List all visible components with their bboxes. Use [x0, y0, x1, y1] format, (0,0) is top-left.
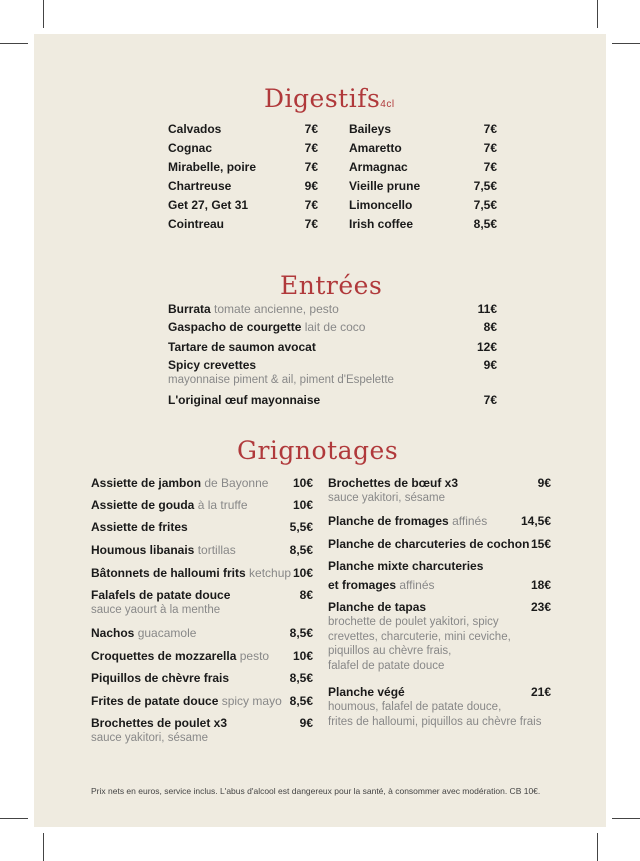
item-price: 7€ — [304, 217, 318, 231]
crop-mark — [43, 833, 44, 861]
item-name: Vieille prune — [349, 179, 421, 193]
item-description: pesto — [239, 649, 270, 663]
menu-item-label — [328, 559, 483, 573]
menu-item — [349, 217, 497, 231]
item-note: sauce yakitori, sésame — [328, 492, 445, 504]
menu-item-label — [328, 600, 426, 614]
menu-item — [91, 626, 313, 640]
menu-item-label — [349, 160, 408, 174]
menu-item — [91, 588, 313, 602]
item-price: 7,5€ — [473, 198, 497, 212]
menu-item-label — [168, 302, 339, 316]
item-description: tomate ancienne, pesto — [214, 302, 339, 316]
item-note: houmous, falafel de patate douce, frites de halloumi, piquillos au chèvre frais — [328, 701, 542, 728]
item-price: 8,5€ — [289, 671, 313, 685]
menu-item — [91, 543, 313, 557]
menu-item-label — [91, 671, 229, 685]
menu-item-label — [168, 358, 256, 372]
menu-item — [91, 649, 313, 663]
item-price: 14,5€ — [520, 514, 551, 528]
item-description: affinés — [452, 514, 488, 528]
item-price: 8,5€ — [473, 217, 497, 231]
menu-item — [91, 520, 313, 534]
digestifs-title — [264, 84, 395, 113]
item-price: 7€ — [483, 141, 497, 155]
item-note: mayonnaise piment & ail, piment d'Espelette — [168, 374, 394, 386]
menu-item-label — [349, 217, 413, 231]
crop-mark — [597, 833, 598, 861]
menu-item — [328, 600, 551, 614]
item-price: 10€ — [292, 498, 313, 512]
item-price: 7€ — [304, 198, 318, 212]
menu-item — [328, 559, 551, 573]
item-price: 12€ — [476, 340, 497, 354]
menu-item-label — [349, 198, 412, 212]
item-price: 10€ — [292, 649, 313, 663]
item-price: 10€ — [292, 476, 313, 490]
item-name: Armagnac — [349, 160, 408, 174]
menu-item-label — [91, 716, 227, 730]
menu-item-label — [91, 566, 291, 580]
item-name: Tartare de saumon avocat — [168, 340, 316, 354]
item-description: spicy mayo — [221, 694, 282, 708]
item-price: 5,5€ — [289, 520, 313, 534]
item-price: 7,5€ — [473, 179, 497, 193]
item-name: Baileys — [349, 122, 392, 136]
menu-item — [168, 393, 497, 407]
item-price: 11€ — [477, 302, 497, 316]
item-name: Burrata — [168, 302, 211, 316]
grignotages-title: Grignotages — [237, 436, 399, 465]
crop-mark — [612, 818, 640, 819]
item-price: 7€ — [304, 160, 318, 174]
digestifs-title-text: Digestifs — [264, 84, 381, 113]
item-price: 10€ — [292, 566, 313, 580]
menu-item-label — [168, 141, 212, 155]
menu-item-label — [91, 626, 196, 640]
item-name: Croquettes de mozzarella — [91, 649, 237, 663]
crop-mark — [43, 0, 44, 28]
menu-item — [168, 179, 318, 193]
item-price: 7€ — [483, 160, 497, 174]
menu-item-label — [328, 514, 487, 528]
item-price: 8,5€ — [289, 543, 313, 557]
item-name: Amaretto — [349, 141, 402, 155]
menu-item — [91, 671, 313, 685]
menu-item — [168, 160, 318, 174]
menu-item — [349, 122, 497, 136]
item-price: 23€ — [530, 600, 551, 614]
item-name: Planche mixte charcuteries — [328, 559, 484, 573]
item-name: Mirabelle, poire — [168, 160, 257, 174]
crop-mark — [612, 43, 640, 44]
item-description: affinés — [399, 578, 435, 592]
item-name: Limoncello — [349, 198, 413, 212]
item-name: Planche de charcuteries de cochon — [328, 537, 530, 551]
menu-item-label — [91, 649, 269, 663]
item-name: Assiette de jambon — [91, 476, 202, 490]
menu-item — [91, 694, 313, 708]
menu-item — [168, 217, 318, 231]
crop-mark — [0, 818, 28, 819]
item-name: L'original œuf mayonnaise — [168, 393, 321, 407]
item-name: et fromages — [328, 578, 397, 592]
item-name: Spicy crevettes — [168, 358, 257, 372]
item-description: à la truffe — [197, 498, 248, 512]
menu-item-label — [168, 122, 221, 136]
item-name: Bâtonnets de halloumi frits — [91, 566, 246, 580]
menu-item — [168, 340, 497, 354]
menu-item-label — [168, 393, 320, 407]
item-price: 8,5€ — [289, 626, 313, 640]
menu-item-label — [91, 476, 268, 490]
menu-item — [349, 198, 497, 212]
item-note: brochette de poulet yakitori, spicy crevettes, charcuterie, mini ceviche, piquillos au chèvre frais, falafel de patate douce — [328, 616, 511, 672]
menu-item — [168, 198, 318, 212]
menu-item — [168, 141, 318, 155]
menu-item — [328, 578, 551, 592]
item-name: Piquillos de chèvre frais — [91, 671, 230, 685]
menu-item-label — [349, 141, 402, 155]
item-price: 9€ — [483, 358, 497, 372]
menu-item — [328, 685, 551, 699]
menu-item — [168, 358, 497, 372]
menu-item — [328, 476, 551, 490]
footer-note: Prix nets en euros, service inclus. L'abus d'alcool est dangereux pour la santé, à consommer avec modération. CB 10€. — [91, 786, 541, 796]
crop-mark — [0, 43, 28, 44]
menu-item — [328, 514, 551, 528]
item-price: 9€ — [537, 476, 551, 490]
menu-item — [349, 141, 497, 155]
item-name: Brochettes de poulet x3 — [91, 716, 228, 730]
item-name: Cointreau — [168, 217, 225, 231]
item-name: Houmous libanais — [91, 543, 195, 557]
menu-item-label — [328, 685, 405, 699]
item-name: Assiette de frites — [91, 520, 188, 534]
menu-item — [168, 122, 318, 136]
menu-item-label — [168, 179, 231, 193]
menu-item-label — [91, 694, 282, 708]
item-name: Calvados — [168, 122, 222, 136]
menu-item — [168, 320, 497, 334]
menu-item — [91, 566, 313, 580]
menu-item-label — [328, 476, 458, 490]
item-name: Get 27, Get 31 — [168, 198, 249, 212]
menu-item — [91, 716, 313, 730]
item-price: 21€ — [530, 685, 551, 699]
menu-item — [91, 476, 313, 490]
item-name: Frites de patate douce — [91, 694, 219, 708]
item-price: 9€ — [299, 716, 313, 730]
menu-item-label — [168, 160, 256, 174]
item-name: Gaspacho de courgette — [168, 320, 302, 334]
item-description: guacamole — [137, 626, 197, 640]
item-note: sauce yakitori, sésame — [91, 732, 208, 744]
menu-item-label — [168, 320, 365, 334]
item-name: Planche de tapas — [328, 600, 427, 614]
item-name: Brochettes de bœuf x3 — [328, 476, 459, 490]
item-price: 7€ — [483, 122, 497, 136]
item-name: Planche végé — [328, 685, 405, 699]
item-name: Irish coffee — [349, 217, 414, 231]
item-description: de Bayonne — [204, 476, 269, 490]
menu-item — [91, 498, 313, 512]
crop-mark — [597, 0, 598, 28]
menu-item-label — [91, 588, 230, 602]
menu-item-label — [91, 498, 248, 512]
item-description: lait de coco — [304, 320, 366, 334]
menu-item-label — [328, 578, 435, 592]
item-name: Planche de fromages — [328, 514, 449, 528]
item-price: 18€ — [530, 578, 551, 592]
item-name: Cognac — [168, 141, 213, 155]
menu-item — [349, 160, 497, 174]
item-price: 15€ — [530, 537, 551, 551]
menu-item-label — [349, 179, 420, 193]
item-price: 8€ — [299, 588, 313, 602]
item-description: ketchup — [249, 566, 292, 580]
item-name: Falafels de patate douce — [91, 588, 231, 602]
menu-item-label — [91, 520, 188, 534]
menu-item-label — [168, 217, 224, 231]
menu-item — [349, 179, 497, 193]
menu-item — [168, 302, 497, 316]
menu-item — [328, 537, 551, 551]
item-name: Assiette de gouda — [91, 498, 195, 512]
item-note: sauce yaourt à la menthe — [91, 604, 221, 616]
item-price: 7€ — [304, 122, 318, 136]
menu-item-label — [91, 543, 236, 557]
item-name: Nachos — [91, 626, 135, 640]
menu-item-label — [349, 122, 391, 136]
item-price: 8,5€ — [289, 694, 313, 708]
item-description: tortillas — [197, 543, 236, 557]
menu-item-label — [168, 198, 248, 212]
item-price: 7€ — [304, 141, 318, 155]
item-price: 7€ — [483, 393, 497, 407]
menu-item-label — [328, 537, 529, 551]
item-price: 8€ — [483, 320, 497, 334]
menu-item-label — [168, 340, 316, 354]
item-name: Chartreuse — [168, 179, 232, 193]
item-price: 9€ — [304, 179, 318, 193]
entrees-title: Entrées — [280, 271, 383, 300]
digestifs-subtitle: 4cl — [380, 99, 395, 110]
